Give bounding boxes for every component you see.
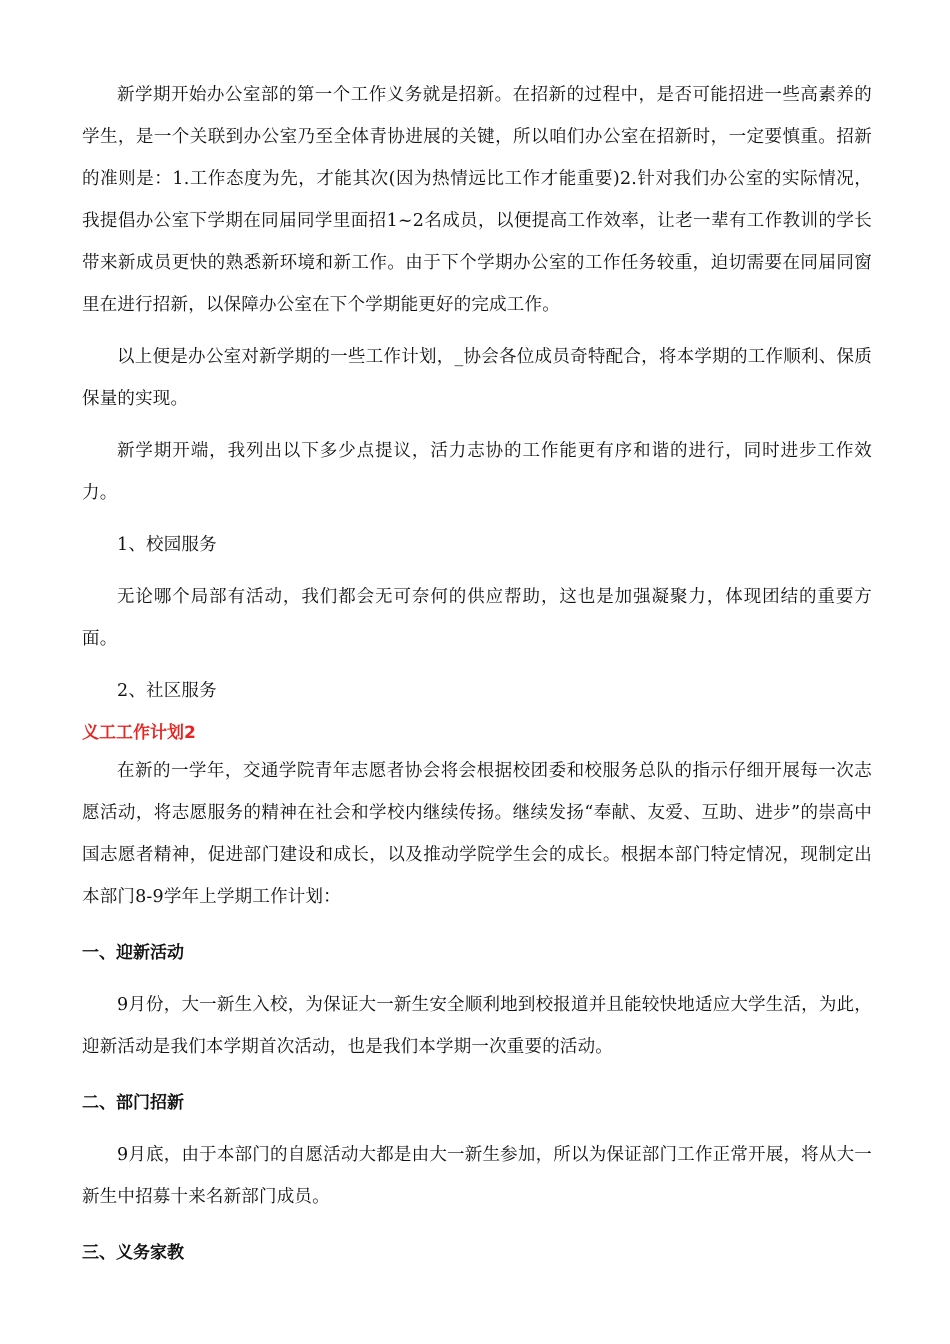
section-body-recruitment: 9月底，由于本部门的自愿活动大都是由大一新生参加，所以为保证部门工作正常开展，将从大一新生中招募十来名新部门成员。: [82, 1145, 872, 1207]
paragraph-suggestions: 新学期开端，我列出以下多少点提议，活力志协的工作能更有序和谐的进行，同时进步工作效力。: [82, 441, 872, 503]
section-body-orientation: 9月份，大一新生入校，为保证大一新生安全顺利地到校报道并且能较快地适应大学生活，为此，迎新活动是我们本学期首次活动，也是我们本学期一次重要的活动。: [82, 995, 872, 1057]
section-title-recruitment: 二、部门招新: [82, 1093, 184, 1113]
plan2-intro: 在新的一学年，交通学院青年志愿者协会将会根据校团委和校服务总队的指示仔细开展每一次志愿活动，将志愿服务的精神在社会和学校内继续传扬。继续发扬“奉献、友爱、互助、进步”的崇高中国志愿者精神，促进部门建设和成长，以及推动学院学生会的成长。根据本部门特定情况，现制定出本部门8-9学年上学期工作计划：: [82, 761, 872, 907]
section-title-orientation: 一、迎新活动: [82, 943, 184, 963]
plan2-heading: 义工工作计划2: [82, 723, 196, 743]
paragraph-summary: 以上便是办公室对新学期的一些工作计划，_协会各位成员奇特配合，将本学期的工作顺利、保质保量的实现。: [82, 347, 872, 409]
paragraph-campus-service: 无论哪个局部有活动，我们都会无可奈何的供应帮助，这也是加强凝聚力，体现团结的重要方面。: [82, 587, 872, 649]
item-community-service: 2、社区服务: [117, 681, 217, 701]
document-page: [82, 74, 872, 1284]
item-campus-service: 1、校园服务: [117, 535, 217, 555]
paragraph-recruitment: 新学期开始办公室部的第一个工作义务就是招新。在招新的过程中，是否可能招进一些高素养的学生，是一个关联到办公室乃至全体青协进展的关键，所以咱们办公室在招新时，一定要慎重。招新的准则是：1.工作态度为先，才能其次(因为热情远比工作才能重要)2.针对我们办公室的实际情况，我提倡办公室下学期在同届同学里面招1~2名成员，以便提高工作效率，让老一辈有工作教训的学长带来新成员更快的熟悉新环境和新工作。由于下个学期办公室的工作任务较重，迫切需要在同届同窗里在进行招新，以保障办公室在下个学期能更好的完成工作。: [82, 85, 872, 315]
section-title-tutoring: 三、义务家教: [82, 1243, 184, 1263]
